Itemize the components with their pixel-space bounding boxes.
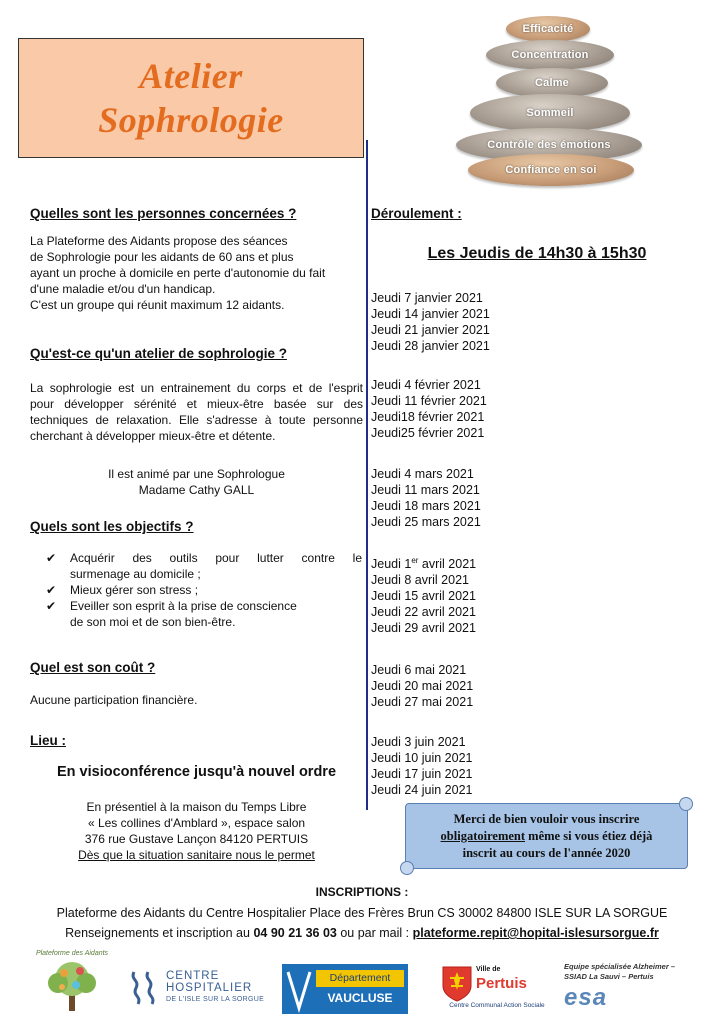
address-line: « Les collines d'Amblard », espace salon (87, 816, 306, 830)
pertuis-name: Pertuis (476, 975, 527, 992)
objective-item (44, 550, 362, 582)
tree-icon (32, 957, 112, 1013)
hospital-logo (128, 966, 278, 1010)
pertuis-city-label: Ville de (476, 966, 501, 973)
date-item: Jeudi 10 juin 2021 (371, 751, 473, 765)
date-item: Jeudi 22 avril 2021 (371, 605, 476, 619)
concerned-text (30, 233, 365, 313)
date-item: Jeudi 6 mai 2021 (371, 663, 467, 677)
objective-text: Acquérir des outils pour lutter contre le (70, 551, 362, 565)
notice-line-2 (441, 828, 653, 845)
hospital-line-1: CENTRE (166, 970, 220, 982)
objective-item (44, 582, 362, 598)
what-is-text (30, 380, 363, 444)
date-item: Jeudi 17 juin 2021 (371, 767, 473, 781)
date-item: Jeudi 8 avril 2021 (371, 573, 469, 587)
address-condition: Dès que la situation sanitaire nous le permet (78, 848, 315, 862)
pertuis-logo (442, 964, 552, 1014)
animator-line-2: Madame Cathy GALL (138, 483, 255, 497)
email-link[interactable]: plateforme.repit@hopital-islesursorgue.fr (412, 926, 659, 940)
scroll-curl-icon (400, 861, 414, 875)
date-item: Jeudi 4 mars 2021 (371, 467, 474, 481)
title-line-2: Sophrologie (98, 100, 284, 140)
departement-label: Département (316, 970, 404, 987)
what-is-line: pour développer sérénité et mieux-être basée sur des (30, 397, 363, 411)
schedule-time: Les Jeudis de 14h30 à 15h30 (427, 245, 647, 262)
scroll-curl-icon (679, 797, 693, 811)
stone-6: Confiance en soi (468, 154, 634, 186)
stone-5: Contrôle des émotions (456, 128, 642, 162)
notice-line-3: inscrit au cours de l'année 2020 (462, 845, 631, 860)
date-item (371, 556, 476, 572)
notice-line-2-rest: même si vous étiez déjà (525, 828, 653, 843)
esa-line-2: SSIAD La Sauvi – Pertuis (564, 972, 654, 981)
esa-logo (564, 962, 714, 1020)
footer-heading: INSCRIPTIONS : (315, 885, 409, 899)
concerned-line: d'une maladie et/ou d'un handicap. (30, 282, 216, 296)
esa-line-1: Equipe spécialisée Alzheimer – (564, 962, 676, 971)
stones-image (398, 4, 698, 194)
heading-place: Lieu : (30, 733, 66, 748)
address-line: 376 rue Gustave Lançon 84120 PERTUIS (84, 832, 309, 846)
place-main: En visioconférence jusqu'à nouvel ordre (56, 764, 337, 780)
date-item: Jeudi 20 mai 2021 (371, 679, 474, 693)
contact-mid: ou par mail : (336, 926, 413, 940)
heading-concerned: Quelles sont les personnes concernées ? (30, 206, 297, 221)
date-item: Jeudi 28 janvier 2021 (371, 339, 490, 353)
date-item: Jeudi18 février 2021 (371, 410, 485, 424)
date-item: Jeudi 29 avril 2021 (371, 621, 476, 635)
date-group-mai (371, 662, 473, 710)
date-group-juin (371, 734, 472, 798)
heading-objectives: Quels sont les objectifs ? (30, 519, 194, 534)
contact-prefix: Renseignements et inscription au (65, 926, 254, 940)
departement-v-icon (284, 964, 314, 1014)
pertuis-crest-icon (442, 966, 472, 1002)
animator (30, 466, 363, 498)
date-item: Jeudi 11 février 2021 (371, 394, 487, 408)
objective-text: surmenage au domicile ; (70, 567, 201, 581)
footer-address: Plateforme des Aidants du Centre Hospitalier Place des Frères Brun CS 30002 84800 ISLE SUR LA SORGUE (56, 906, 668, 920)
hospital-name (166, 970, 264, 1006)
notice-emphasis: obligatoirement (440, 828, 526, 843)
registration-notice (405, 803, 688, 869)
objective-text: Eveiller son esprit à la prise de conscience (70, 599, 297, 613)
objective-item (44, 598, 362, 630)
date-suffix-sup: er (411, 555, 419, 565)
pertuis-ccas: Centre Communal Action Sociale (449, 1002, 545, 1009)
concerned-line: ayant un proche à domicile en perte d'autonomie du fait (30, 266, 326, 280)
date-item: Jeudi 11 mars 2021 (371, 483, 480, 497)
what-is-line: La sophrologie est un entrainement du corps et de l'esprit (30, 381, 363, 395)
date-item: Jeudi 7 janvier 2021 (371, 291, 483, 305)
stone-3: Calme (496, 68, 608, 98)
notice-line-1: Merci de bien vouloir vous inscrire (453, 811, 640, 826)
title-line-1: Atelier (139, 56, 243, 96)
date-group-janvier (371, 290, 490, 354)
animator-line-1: Il est animé par une Sophrologue (108, 467, 285, 481)
esa-mark: esa (564, 984, 608, 1011)
concerned-line: La Plateforme des Aidants propose des séances (30, 234, 288, 248)
objectives-list (44, 550, 362, 630)
date-item: Jeudi 25 mars 2021 (371, 515, 481, 529)
cost-text: Aucune participation financière. (30, 693, 198, 707)
checkmark-icon: ✔ (46, 551, 57, 565)
stone-4: Sommeil (470, 94, 630, 132)
checkmark-icon: ✔ (46, 583, 57, 597)
date-item: Jeudi25 février 2021 (371, 426, 485, 440)
heading-schedule: Déroulement : (371, 206, 462, 221)
column-divider (366, 140, 368, 810)
date-item: Jeudi 21 janvier 2021 (371, 323, 490, 337)
phone-number[interactable]: 04 90 21 36 03 (253, 926, 337, 940)
departement-name: VAUCLUSE (327, 991, 393, 1005)
date-item: Jeudi 18 mars 2021 (371, 499, 481, 513)
footer-contact (0, 925, 724, 941)
place-address (30, 799, 363, 863)
date-item: Jeudi 3 juin 2021 (371, 735, 466, 749)
date-item: Jeudi 27 mai 2021 (371, 695, 474, 709)
objective-text: Mieux gérer son stress ; (70, 583, 199, 597)
checkmark-icon: ✔ (46, 599, 57, 613)
date-group-fevrier (371, 377, 487, 441)
date-item: Jeudi 4 février 2021 (371, 378, 481, 392)
address-line: En présentiel à la maison du Temps Libre (86, 800, 307, 814)
date-group-mars (371, 466, 481, 530)
plateforme-logo (32, 950, 112, 1016)
date-suffix: avril 2021 (418, 557, 477, 571)
stone-2: Concentration (486, 40, 614, 70)
date-item: Jeudi 14 janvier 2021 (371, 307, 490, 321)
stone-1: Efficacité (506, 16, 590, 42)
date-prefix: Jeudi 1 (371, 557, 412, 571)
date-group-avril (371, 556, 476, 636)
heading-cost: Quel est son coût ? (30, 660, 156, 675)
hospital-line-3: DE L'ISLE SUR LA SORGUE (166, 996, 265, 1003)
concerned-line: de Sophrologie pour les aidants de 60 ans et plus (30, 250, 294, 264)
date-item: Jeudi 24 juin 2021 (371, 783, 473, 797)
date-item: Jeudi 15 avril 2021 (371, 589, 476, 603)
plateforme-logo-text: Plateforme des Aidants (35, 950, 109, 957)
what-is-line: cherchant à développer mieux-être et détente. (30, 429, 276, 443)
what-is-line: techniques de relaxation. Elle s'adresse à toute personne (30, 413, 363, 427)
title-box (18, 38, 364, 158)
concerned-line: C'est un groupe qui réunit maximum 12 aidants. (30, 298, 285, 312)
notice-text (441, 811, 653, 862)
departement-logo (282, 964, 408, 1014)
hospital-emblem-icon (128, 968, 162, 1008)
hospital-line-2: HOSPITALIER (166, 982, 253, 994)
heading-what-is: Qu'est-ce qu'un atelier de sophrologie ? (30, 346, 287, 361)
objective-text: de son moi et de son bien-être. (70, 615, 236, 629)
